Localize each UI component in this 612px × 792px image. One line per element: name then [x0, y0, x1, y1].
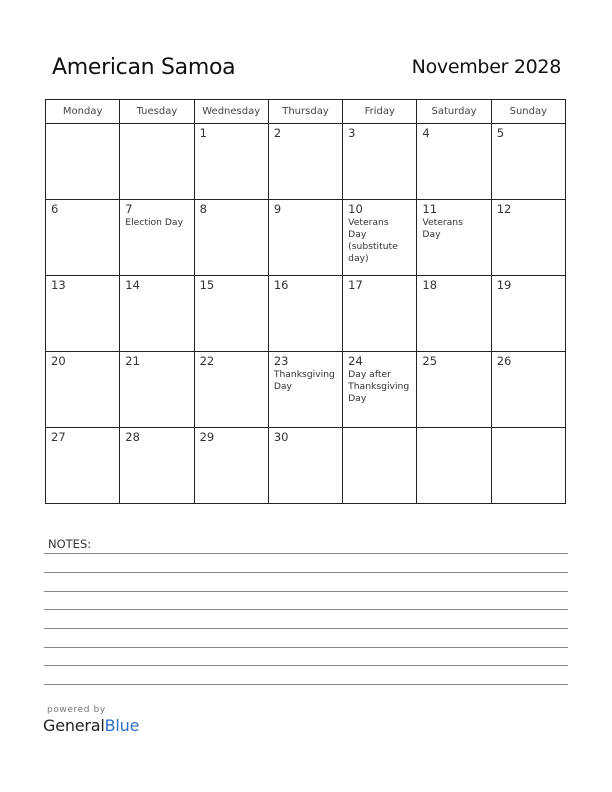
calendar-day-cell [491, 200, 565, 276]
calendar-day-cell [417, 276, 491, 352]
note-line [44, 553, 568, 554]
day-number: 13 [51, 278, 66, 292]
holiday-label [422, 217, 486, 241]
calendar-day-cell [120, 200, 194, 276]
day-number: 5 [496, 126, 505, 140]
calendar-day-cell [343, 276, 417, 352]
calendar-day-cell [491, 124, 565, 200]
calendar-week-row [46, 276, 566, 352]
holiday-label [125, 217, 189, 229]
day-number: 1 [199, 126, 207, 140]
day-number: 6 [51, 202, 59, 216]
day-number: 4 [422, 126, 430, 140]
weekday-sunday: Sunday [491, 100, 565, 124]
day-number: 15 [199, 278, 215, 292]
calendar-day-cell [343, 200, 417, 276]
day-number: 14 [125, 278, 140, 292]
note-line [44, 572, 568, 573]
holiday-label-line: Thanksgiving [273, 369, 335, 380]
calendar-day-cell [417, 352, 491, 428]
day-number: 9 [273, 202, 282, 216]
holiday-label [348, 217, 412, 265]
calendar-day-cell [343, 124, 417, 200]
calendar-day-cell [343, 428, 417, 504]
powered-by-label: powered by [47, 705, 106, 715]
day-number: 28 [125, 430, 140, 444]
notes-label: NOTES: [48, 537, 92, 551]
weekday-wednesday: Wednesday [194, 100, 268, 124]
day-number: 23 [273, 354, 289, 368]
day-number: 21 [125, 354, 140, 368]
calendar-day-cell [120, 352, 194, 428]
calendar-day-cell [46, 200, 120, 276]
calendar-day-cell [46, 124, 120, 200]
generalblue-logo [43, 716, 139, 735]
calendar-day-cell [194, 276, 268, 352]
calendar-day-cell [46, 276, 120, 352]
calendar-day-cell [120, 276, 194, 352]
holiday-label [348, 369, 412, 405]
month-title: November 2028 [411, 56, 561, 78]
holiday-label-line: Election Day [125, 217, 184, 228]
calendar-day-cell [491, 276, 565, 352]
calendar-day-cell [268, 124, 342, 200]
note-line [44, 665, 568, 666]
holiday-label-line: Day after [348, 369, 391, 380]
calendar-day-cell [194, 352, 268, 428]
day-number: 27 [51, 430, 66, 444]
calendar-day-cell [120, 428, 194, 504]
weekday-monday: Monday [46, 100, 120, 124]
holiday-label-line: Day [422, 229, 441, 240]
day-number: 22 [199, 354, 215, 368]
calendar-day-cell [268, 352, 342, 428]
calendar-day-cell [417, 124, 491, 200]
day-number: 11 [422, 202, 438, 216]
day-number: 30 [273, 430, 289, 444]
note-line [44, 628, 568, 629]
calendar-week-row [46, 124, 566, 200]
holiday-label-line: Thanksgiving [348, 381, 410, 392]
calendar-day-cell [268, 200, 342, 276]
brand-general: General [43, 716, 105, 735]
calendar-day-cell [194, 428, 268, 504]
calendar-day-cell [268, 276, 342, 352]
calendar-day-cell [268, 428, 342, 504]
note-line [44, 609, 568, 610]
weekday-header-row [46, 100, 566, 124]
holiday-label [274, 369, 338, 393]
note-line [44, 647, 568, 648]
weekday-friday: Friday [343, 100, 417, 124]
holiday-label-line: Veterans [422, 217, 463, 228]
calendar-day-cell [343, 352, 417, 428]
day-number: 2 [273, 126, 282, 140]
day-number: 29 [199, 430, 215, 444]
day-number: 3 [348, 126, 356, 140]
calendar-day-cell [46, 352, 120, 428]
day-number: 17 [348, 278, 363, 292]
weekday-thursday: Thursday [268, 100, 342, 124]
holiday-label-line: Veterans [348, 217, 389, 228]
day-number: 8 [199, 202, 207, 216]
day-number: 26 [496, 354, 512, 368]
day-number: 18 [422, 278, 438, 292]
day-number: 16 [273, 278, 289, 292]
calendar-day-cell [417, 200, 491, 276]
day-number: 12 [496, 202, 512, 216]
holiday-label-line: (substitute [348, 241, 398, 252]
day-number: 20 [51, 354, 66, 368]
brand-blue: Blue [104, 716, 140, 735]
day-number: 25 [422, 354, 438, 368]
weekday-tuesday: Tuesday [120, 100, 194, 124]
day-number: 10 [348, 202, 363, 216]
calendar-week-row [46, 200, 566, 276]
note-line [44, 591, 568, 592]
calendar-day-cell [194, 124, 268, 200]
holiday-label-line: Day [273, 381, 292, 392]
holiday-label-line: Day [348, 229, 367, 240]
calendar-week-row [46, 428, 566, 504]
calendar-grid [45, 99, 566, 504]
day-number: 7 [125, 202, 133, 216]
calendar-day-cell [120, 124, 194, 200]
calendar-day-cell [46, 428, 120, 504]
calendar-week-row [46, 352, 566, 428]
holiday-label-line: Day [348, 393, 367, 404]
note-line [44, 684, 568, 685]
region-title: American Samoa [52, 55, 236, 80]
weekday-saturday: Saturday [417, 100, 491, 124]
holiday-label-line: day) [348, 253, 369, 264]
calendar-day-cell [194, 200, 268, 276]
day-number: 24 [348, 354, 363, 368]
calendar-day-cell [417, 428, 491, 504]
day-number: 19 [496, 278, 512, 292]
calendar-day-cell [491, 428, 565, 504]
calendar-day-cell [491, 352, 565, 428]
